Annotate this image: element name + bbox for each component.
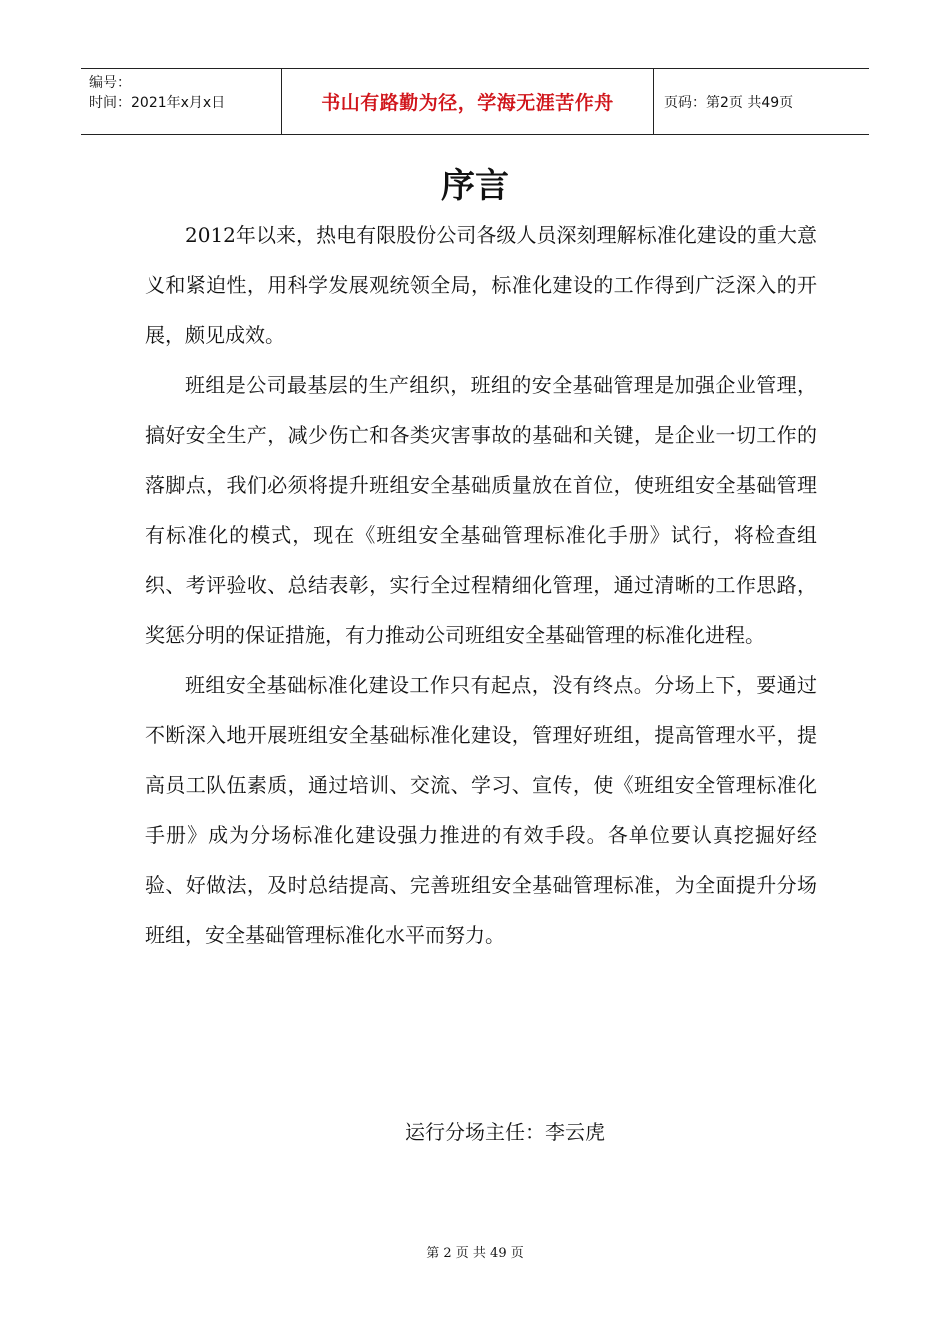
- page-header: [81, 68, 869, 135]
- document-number-label: 编号：: [89, 75, 131, 91]
- signature: 运行分场主任：李云虎: [405, 1120, 605, 1144]
- header-page-info: 页码：第2页 共49页: [664, 94, 794, 111]
- header-meta: [81, 69, 282, 134]
- page-footer: 第 2 页 共 49 页: [426, 1246, 524, 1261]
- document-body: [145, 210, 817, 960]
- paragraph-3: 班组安全基础标准化建设工作只有起点，没有终点。分场上下，要通过不断深入地开展班组安全基础标准化建设，管理好班组，提高管理水平，提高员工队伍素质，通过培训、交流、学习、宣传，使《班组安全管理标准化手册》成为分场标准化建设强力推进的有效手段。各单位要认真挖掘好经验、好做法，及时总结提高、完善班组安全基础管理标准，为全面提升分场班组，安全基础管理标准化水平而努力。: [145, 673, 817, 947]
- document-title: 序言: [441, 166, 509, 206]
- header-motto: 书山有路勤为径，学海无涯苦作舟: [282, 69, 654, 134]
- document-time-label: 时间：2021年x月x日: [89, 95, 226, 111]
- paragraph-2: 班组是公司最基层的生产组织，班组的安全基础管理是加强企业管理，搞好安全生产，减少伤亡和各类灾害事故的基础和关键，是企业一切工作的落脚点，我们必须将提升班组安全基础质量放在首位，使班组安全基础管理有标准化的模式，现在《班组安全基础管理标准化手册》试行，将检查组织、考评验收、总结表彰，实行全过程精细化管理，通过清晰的工作思路，奖惩分明的保证措施，有力推动公司班组安全基础管理的标准化进程。: [145, 373, 817, 647]
- paragraph-1: 2012年以来，热电有限股份公司各级人员深刻理解标准化建设的重大意义和紧迫性，用科学发展观统领全局，标准化建设的工作得到广泛深入的开展，颇见成效。: [145, 223, 817, 347]
